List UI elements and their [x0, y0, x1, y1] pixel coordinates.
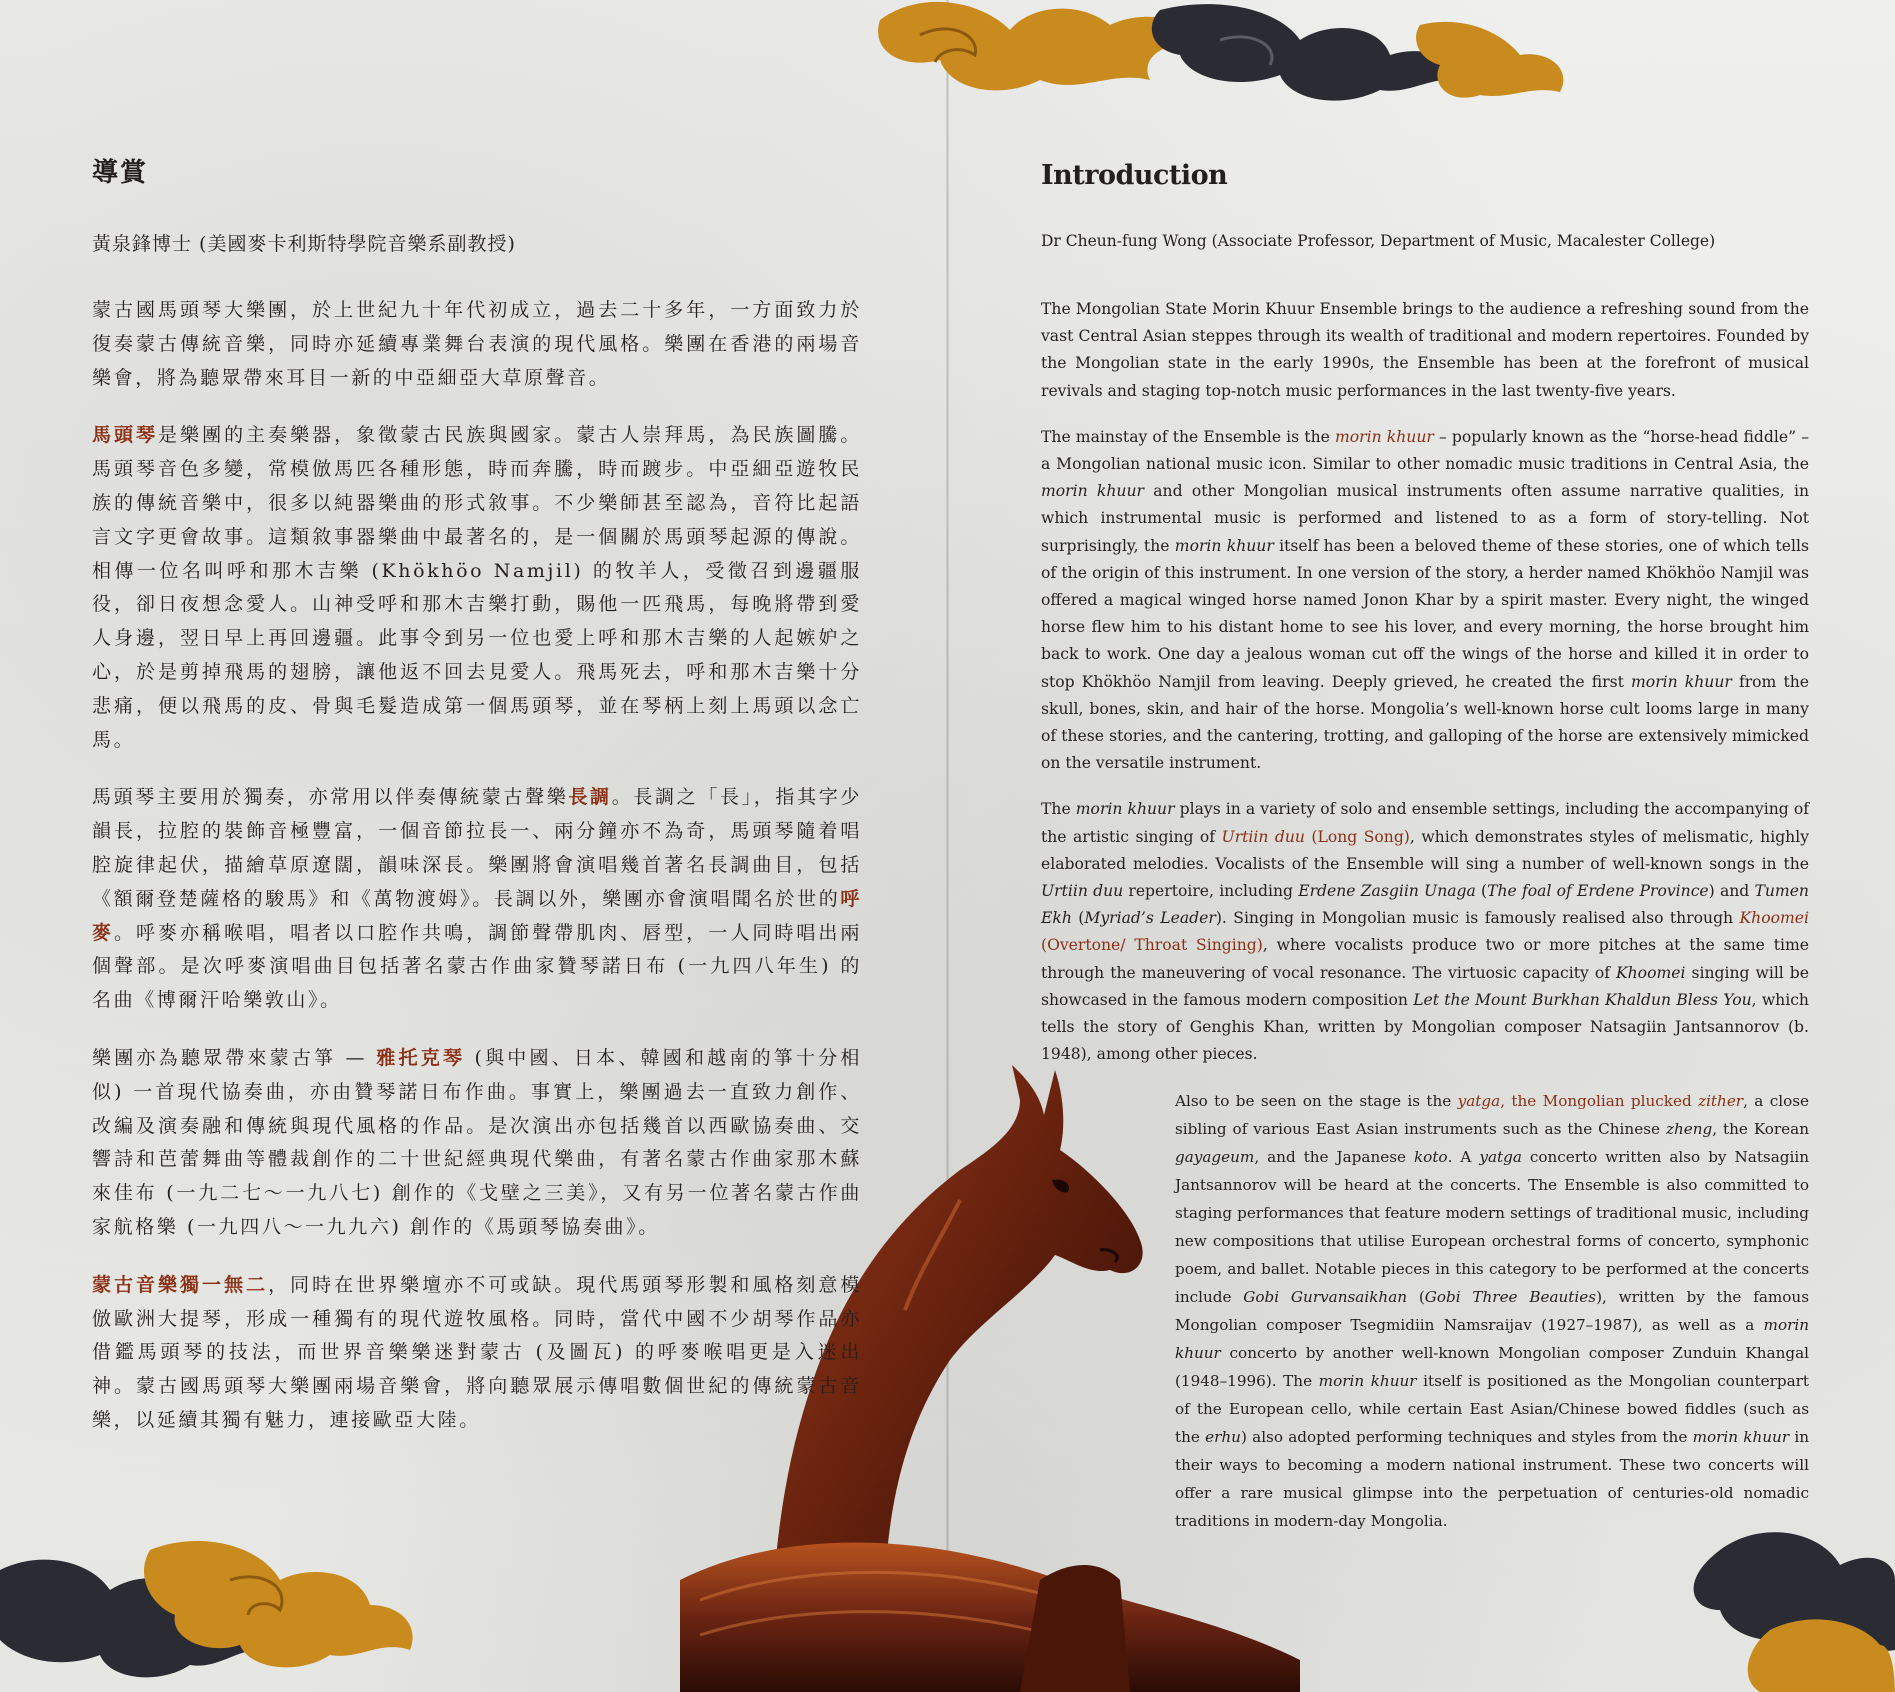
- highlight-long-song: Urtiin duu (Long Song): [1221, 827, 1410, 846]
- highlight-khoomei: Khoomei (Overtone/ Throat Singing): [1041, 909, 1809, 955]
- english-author: Dr Cheun-fung Wong (Associate Professor, Department of Music, Macalester College): [1041, 232, 1716, 250]
- chinese-paragraph-3: 馬頭琴主要用於獨奏，亦常用以伴奏傳統蒙古聲樂長調。長調之「長」，指其字少韻長，拉腔的裝飾音極豐富，一個音節拉長一、兩分鐘亦不為奇，馬頭琴隨着唱腔旋律起伏，描繪草原遼闊，韻味深長。樂團將會演唱幾首著名長調曲目，包括《額爾登楚薩格的駿馬》和《萬物渡姆》。長調以外，樂團亦會演唱聞名於世的呼麥。呼麥亦稱喉唱，唱者以口腔作共鳴，調節聲帶肌肉、唇型，一人同時唱出兩個聲部。是次呼麥演唱曲目包括著名蒙古作曲家贊琴諾日布 (一九四八年生) 的名曲《博爾汗哈樂敦山》。: [92, 786, 862, 1012]
- chinese-author: 黃泉鋒博士 (美國麥卡利斯特學院音樂系副教授): [92, 233, 516, 255]
- english-paragraph-1: The Mongolian State Morin Khuur Ensemble brings to the audience a refreshing sound from the vast Central Asian steppes through its wealth of traditional and modern repertoires. Founded by the Mongolian state in the early 1990s, the Ensemble has been at the forefront of musical revivals and staging top-notch music performances in the last twenty-five years.: [1041, 300, 1809, 400]
- bottom-left-cloud-icon: [0, 1510, 420, 1692]
- chinese-paragraph-5: 蒙古音樂獨一無二，同時在世界樂壇亦不可或缺。現代馬頭琴形製和風格刻意模倣歐洲大提琴，形成一種獨有的現代遊牧風格。同時，當代中國不少胡琴作品亦借鑑馬頭琴的技法，而世界音樂樂迷對蒙古 (及圖瓦) 的呼麥喉唱更是入迷出神。蒙古國馬頭琴大樂團兩場音樂會，將向聽眾展示傳唱數個世紀的傳統蒙古音樂，以延續其獨有魅力，連接歐亞大陸。: [92, 1273, 862, 1431]
- chinese-title: 導賞: [92, 158, 149, 188]
- highlight-mongolian-music: 蒙古音樂獨一無二: [92, 1273, 269, 1296]
- chinese-paragraph-1: 蒙古國馬頭琴大樂團，於上世紀九十年代初成立，過去二十多年，一方面致力於復奏蒙古傳統音樂，同時亦延續專業舞台表演的現代風格。樂團在香港的兩場音樂會，將為聽眾帶來耳目一新的中亞細亞大草原聲音。: [92, 299, 862, 389]
- highlight-long-song: 長調: [568, 786, 612, 809]
- chinese-body: [92, 294, 862, 1462]
- highlight-yatga: 雅托克琴: [376, 1046, 466, 1069]
- chinese-paragraph-2: 馬頭琴是樂團的主奏樂器，象徵蒙古民族與國家。蒙古人崇拜馬，為民族圖騰。馬頭琴音色多變，常模倣馬匹各種形態，時而奔騰，時而踱步。中亞細亞遊牧民族的傳統音樂中，很多以純器樂曲的形式敘事。不少樂師甚至認為，音符比起語言文字更會故事。這類敘事器樂曲中最著名的，是一個關於馬頭琴起源的傳說。相傳一位名叫呼和那木吉樂 (Khökhöo Namjil) 的牧羊人，受徵召到邊疆服役，卻日夜想念愛人。山神受呼和那木吉樂打動，賜他一匹飛馬，每晚將帶到愛人身邊，翌日早上再回邊疆。此事令到另一位也愛上呼和那木吉樂的人起嫉妒之心，於是剪掉飛馬的翅膀，讓他返不回去見愛人。飛馬死去，呼和那木吉樂十分悲痛，便以飛馬的皮、骨與毛髮造成第一個馬頭琴，並在琴柄上刻上馬頭以念亡馬。: [92, 424, 862, 751]
- english-title: Introduction: [1041, 160, 1228, 191]
- english-paragraph-2: The mainstay of the Ensemble is the morin khuur – popularly known as the “horse-head fiddle” – a Mongolian national music icon. Similar to other nomadic music traditions in Central Asia, the morin khuur and other Mongolian musical instruments often assume narrative qualities, in which instrumental music is performed and listened to as a form of story-telling. Not surprisingly, the morin khuur itself has been a beloved theme of these stories, one of which tells of the origin of this instrument. In one version of the story, a herder named Khökhöo Namjil was offered a magical winged horse named Jonon Khar by a spirit master. Every night, the winged horse flew him to his distant home to see his lover, and every morning, the horse brought him back to work. One day a jealous woman cut off the wings of the horse and killed it in order to stop Khökhöo Namjil from leaving. Deeply grieved, he created the first morin khuur from the skull, bones, skin, and hair of the horse. Mongolia’s well-known horse cult looms large in many of these stories, and the cantering, trotting, and galloping of the horse are extensively mimicked on the versatile instrument.: [1041, 427, 1810, 773]
- top-cloud-icon: [860, 0, 1580, 140]
- highlight-morin-khuur: 馬頭琴: [92, 424, 159, 447]
- english-body: [1041, 296, 1809, 1554]
- highlight-yatga: yatga, the Mongolian plucked zither: [1457, 1092, 1744, 1111]
- english-paragraph-3: The morin khuur plays in a variety of solo and ensemble settings, including the accompanying of the artistic singing of Urtiin duu (Long Song), which demonstrates styles of melismatic, highly elaborated melodies. Vocalists of the Ensemble will sing a number of well-known songs in the Urtiin duu repertoire, including Erdene Zasgiin Unaga (The foal of Erdene Province) and Tumen Ekh (Myriad’s Leader). Singing in Mongolian music is famously realised also through Khoomei (Overtone/ Throat Singing), where vocalists produce two or more pitches at the same time through the maneuvering of vocal resonance. The virtuosic capacity of Khoomei singing will be showcased in the famous modern composition Let the Mount Burkhan Khaldun Bless You, which tells the story of Genghis Khan, written by Mongolian composer Natsagiin Jantsannorov (b. 1948), among other pieces.: [1041, 800, 1810, 1064]
- highlight-morin-khuur: morin khuur: [1334, 427, 1434, 446]
- english-paragraph-4: Also to be seen on the stage is the yatga, the Mongolian plucked zither, a close sibling of various East Asian instruments such as the Chinese zheng, the Korean gayageum, and the Japanese koto. A yatga concerto written also by Natsagiin Jantsannorov will be heard at the concerts. The Ensemble is also committed to staging performances that feature modern settings of traditional music, including new compositions that utilise European orchestral forms of concerto, symphonic poem, and ballet. Notable pieces in this category to be performed at the concerts include Gobi Gurvansaikhan (Gobi Three Beauties), written by the famous Mongolian composer Tsegmidiin Namsraijav (1927–1987), as well as a morin khuur concerto by another well-known Mongolian composer Zunduin Khangal (1948–1996). The morin khuur itself is positioned as the Mongolian counterpart of the European cello, while certain East Asian/Chinese bowed fiddles (such as the erhu) also adopted performing techniques and styles from the morin khuur in their ways to becoming a modern national instrument. These two concerts will offer a rare musical glimpse into the perpetuation of centuries-old nomadic traditions in modern-day Mongolia.: [1175, 1092, 1810, 1531]
- chinese-paragraph-4: 樂團亦為聽眾帶來蒙古箏 — 雅托克琴 (與中國、日本、韓國和越南的箏十分相似) 一首現代協奏曲，亦由贊琴諾日布作曲。事實上，樂團過去一直致力創作、改編及演奏融和傳統與現代風格的作品。是次演出亦包括幾首以西歐協奏曲、交響詩和芭蕾舞曲等體裁創作的二十世紀經典現代樂曲，有著名蒙古作曲家那木蘇來佳布 (一九二七～一九八七) 創作的《戈壁之三美》，又有另一位著名蒙古作曲家航格樂 (一九四八～一九九六) 創作的《馬頭琴協奏曲》。: [92, 1046, 863, 1238]
- highlight-khoomei: 呼麥: [92, 887, 862, 944]
